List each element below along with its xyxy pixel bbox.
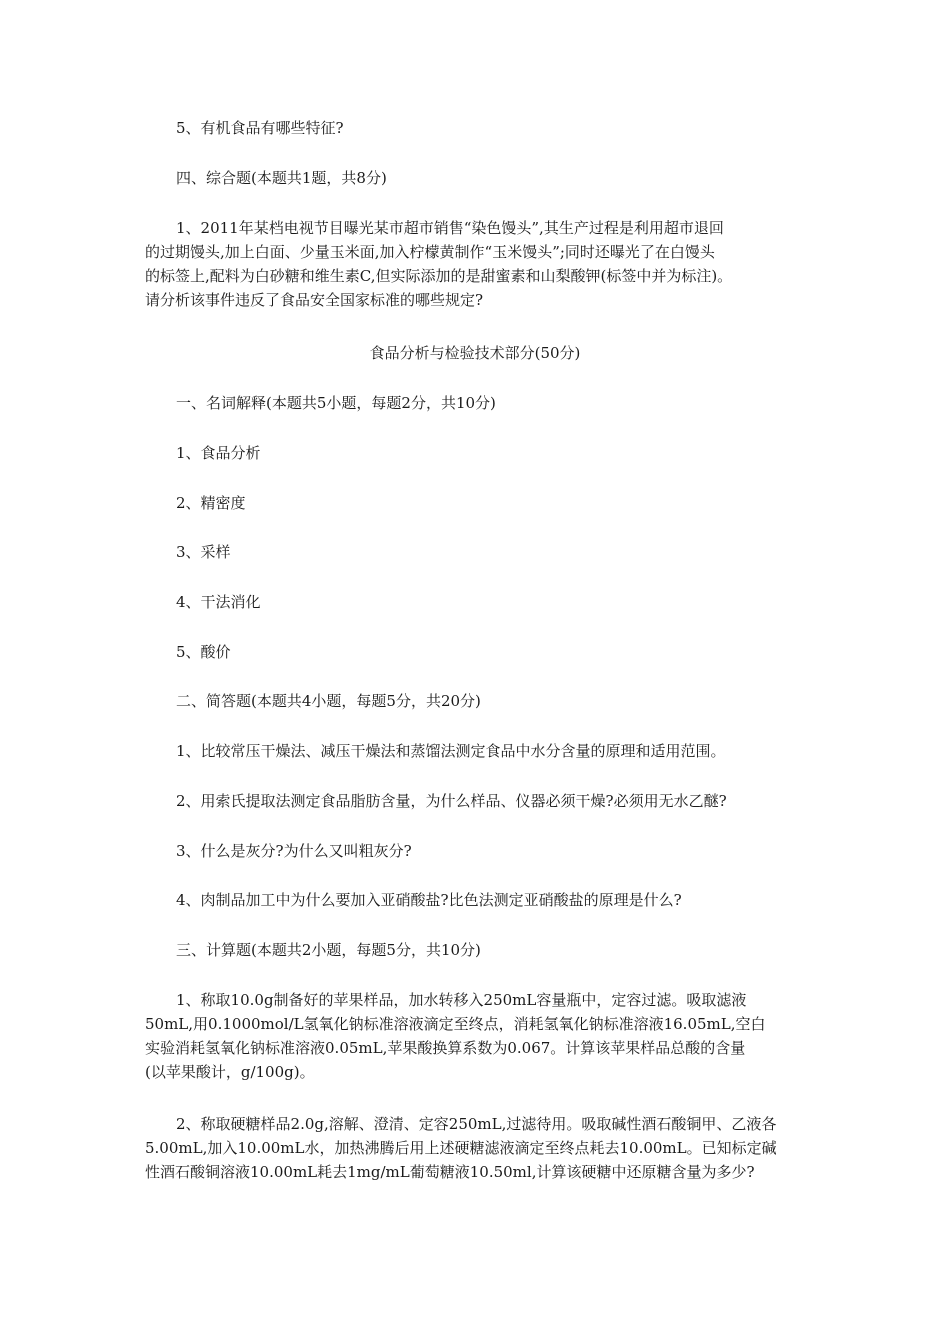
calc1-line-4: (以苹果酸计，g/100g)。 — [145, 1063, 315, 1081]
term-item: 1、食品分析 — [176, 444, 261, 462]
section-2-title: 二、简答题(本题共4小题，每题5分，共20分) — [176, 692, 481, 710]
calc2-line-3: 性酒石酸铜溶液10.00mL耗去1mg/mL葡萄糖液10.50ml,计算该硬糖中还原糖含量为多少? — [145, 1163, 755, 1181]
section-4-title: 四、综合题(本题共1题，共8分) — [176, 169, 387, 187]
case-question-paragraph — [145, 216, 805, 312]
case-line-4: 请分析该事件违反了食品安全国家标准的哪些规定? — [145, 291, 484, 309]
case-line-3: 的标签上,配料为白砂糖和维生素C,但实际添加的是甜蜜素和山梨酸钾(标签中并为标注)。 — [145, 267, 733, 285]
calc2-line-1: 2、称取硬糖样品2.0g,溶解、澄清、定容250mL,过滤待用。吸取碱性酒石酸铜甲、乙液各 — [176, 1115, 777, 1133]
calc1-line-3: 实验消耗氢氧化钠标准溶液0.05mL,苹果酸换算系数为0.067。计算该苹果样品总酸的含量 — [145, 1039, 746, 1057]
calc1-line-2: 50mL,用0.1000mol/L氢氧化钠标准溶液滴定至终点，消耗氢氧化钠标准溶液16.05mL,空白 — [145, 1015, 766, 1033]
term-item: 2、精密度 — [176, 494, 246, 512]
short-answer-item: 3、什么是灰分?为什么又叫粗灰分? — [176, 842, 412, 860]
question-organic-food: 5、有机食品有哪些特征? — [176, 119, 344, 137]
section-1-title: 一、名词解释(本题共5小题，每题2分，共10分) — [176, 394, 496, 412]
section-3-title: 三、计算题(本题共2小题，每题5分，共10分) — [176, 941, 481, 959]
calc-question-1 — [145, 988, 805, 1084]
term-item: 3、采样 — [176, 543, 231, 561]
term-item: 4、干法消化 — [176, 593, 261, 611]
calc1-line-1: 1、称取10.0g制备好的苹果样品，加水转移入250mL容量瓶中，定容过滤。吸取滤液 — [176, 991, 747, 1009]
part-title: 食品分析与检验技术部分(50分) — [369, 344, 581, 362]
short-answer-item: 1、比较常压干燥法、减压干燥法和蒸馏法测定食品中水分含量的原理和适用范围。 — [176, 742, 726, 760]
calc-question-2 — [145, 1112, 805, 1184]
term-item: 5、酸价 — [176, 643, 231, 661]
case-line-2: 的过期馒头,加上白面、少量玉米面,加入柠檬黄制作“玉米馒头”;同时还曝光了在白馒头 — [145, 243, 715, 261]
calc2-line-2: 5.00mL,加入10.00mL水，加热沸腾后用上述硬糖滤液滴定至终点耗去10.00mL。已知标定碱 — [145, 1139, 777, 1157]
short-answer-item: 2、用索氏提取法测定食品脂肪含量，为什么样品、仪器必须干燥?必须用无水乙醚? — [176, 792, 727, 810]
short-answer-item: 4、肉制品加工中为什么要加入亚硝酸盐?比色法测定亚硝酸盐的原理是什么? — [176, 891, 682, 909]
case-line-1: 1、2011年某档电视节目曝光某市超市销售“染色馒头”,其生产过程是利用超市退回 — [176, 219, 724, 237]
